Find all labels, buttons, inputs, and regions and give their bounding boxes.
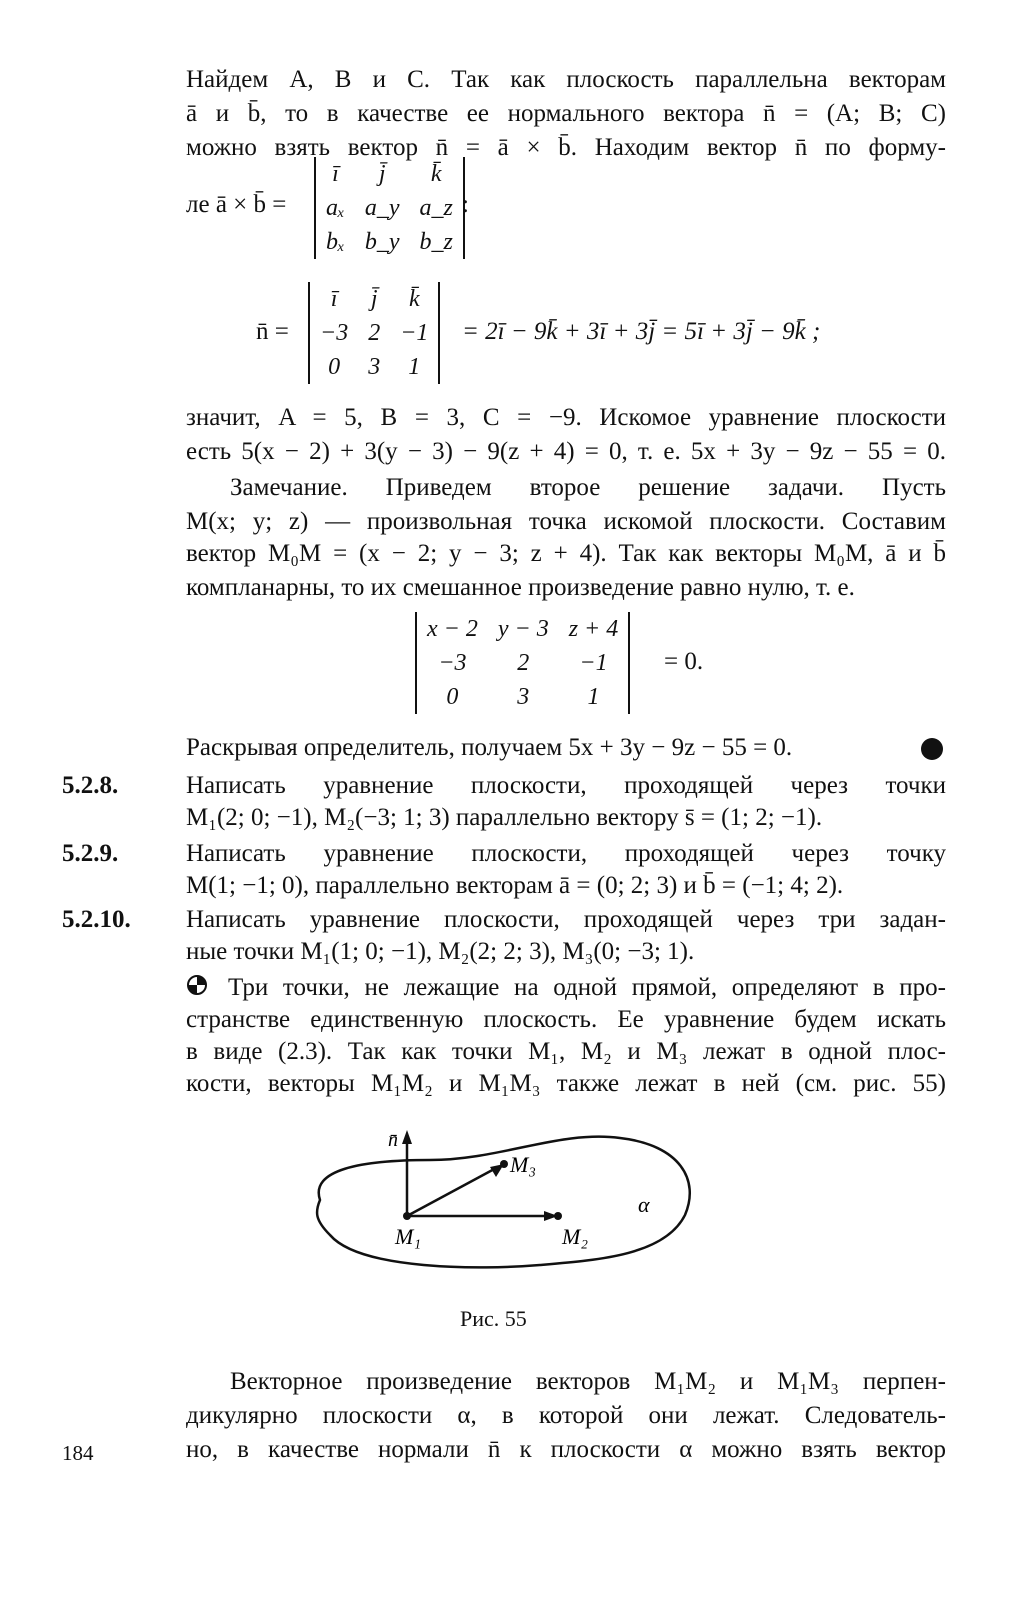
text-line: можно взять вектор n̄ = ā × b̄. Находим вектор n̄ по форму-	[186, 134, 946, 161]
normal-arrowhead	[402, 1130, 412, 1144]
problem-line: ные точки M₁(1; 0; −1), M₂(2; 2; 3), M₃(0; −3; 1).	[186, 938, 695, 965]
text-line: есть 5(x − 2) + 3(y − 3) − 9(z + 4) = 0, т. е. 5x + 3y − 9z − 55 = 0.	[186, 438, 946, 465]
det-cell: b_y	[364, 228, 400, 255]
text-line: M(x; y; z) — произвольная точка искомой плоскости. Составим	[186, 508, 946, 535]
det-cell: 1	[587, 683, 600, 710]
solution-start-icon	[186, 974, 208, 996]
label-m2: M₂	[562, 1224, 588, 1249]
det-cell: a_z	[419, 194, 453, 221]
problem-line: Написать уравнение плоскости, проходящей через три задан-	[186, 906, 946, 933]
end-of-solution-marker	[921, 738, 943, 760]
det-cell: y − 3	[497, 615, 549, 642]
det-cell: 2	[368, 319, 381, 346]
figure-caption: Рис. 55	[460, 1306, 527, 1331]
formula-suffix: :	[462, 191, 469, 218]
problem-line: Написать уравнение плоскости, проходящей через точки	[186, 772, 946, 799]
conclusion-line: Раскрывая определитель, получаем 5x + 3y − 9z − 55 = 0.	[186, 734, 793, 761]
det-cell: ī	[332, 160, 339, 187]
page-number: 184	[62, 1441, 94, 1465]
det-cell: x − 2	[427, 615, 478, 642]
problem-number: 5.2.9.	[62, 840, 119, 867]
text-line: значит, A = 5, B = 3, C = −9. Искомое уравнение плоскости	[186, 404, 946, 431]
problem-line: M₁(2; 0; −1), M₂(−3; 1; 3) параллельно вектору s̄ = (1; 2; −1).	[186, 804, 823, 831]
solution-line: кости, векторы M₁M₂ и M₁M₃ также лежат в ней (см. рис. 55)	[186, 1070, 946, 1097]
formula-suffix: = 2ī − 9k̄ + 3ī + 3j̄ = 5ī + 3j̄ − 9k̄ ;	[462, 318, 821, 345]
det-cell: k̄	[430, 160, 442, 187]
plane-figure	[300, 1120, 710, 1290]
solution-line: в виде (2.3). Так как точки M₁, M₂ и M₃ лежат в одной плос-	[186, 1038, 946, 1065]
det-cell: b_z	[419, 228, 453, 255]
problem-line: Написать уравнение плоскости, проходящей через точку	[186, 840, 946, 867]
problem-number: 5.2.10.	[62, 906, 131, 933]
det-cell: −1	[579, 649, 608, 676]
det-cell: 0	[446, 683, 459, 710]
det-cell: 0	[328, 353, 341, 380]
det-cell: 1	[408, 353, 421, 380]
plane-alpha-outline	[317, 1137, 690, 1268]
vector-m1m3	[407, 1167, 498, 1216]
point-m1	[403, 1212, 411, 1220]
determinant-general	[314, 157, 465, 259]
det-cell: −3	[438, 649, 467, 676]
determinant-coplanar	[415, 612, 630, 714]
det-cell: −1	[400, 319, 429, 346]
det-cell: k̄	[408, 285, 420, 312]
det-cell: a_y	[364, 194, 400, 221]
det-cell: z + 4	[568, 615, 619, 642]
problem-line: M(1; −1; 0), параллельно векторам ā = (0; 2; 3) и b̄ = (−1; 4; 2).	[186, 872, 844, 899]
det-cell: j̄	[370, 285, 378, 312]
formula-prefix: ле ā × b̄ =	[186, 191, 287, 218]
determinant-normal	[308, 282, 440, 384]
point-m3	[500, 1160, 508, 1168]
text-line: дикулярно плоскости α, в которой они лежат. Следователь-	[186, 1402, 946, 1429]
det-cell: ī	[330, 285, 338, 312]
det-cell: j̄	[378, 160, 386, 187]
det-cell: 3	[517, 683, 530, 710]
det-cell: aₓ	[326, 194, 345, 221]
text-line: ā и b̄, то в качестве ее нормального вектора n̄ = (A; B; C)	[186, 100, 946, 127]
text-line: вектор M₀M = (x − 2; y − 3; z + 4). Так как векторы M₀M, ā и b̄	[186, 540, 946, 567]
label-m1: M₁	[395, 1224, 421, 1249]
text-line: но, в качестве нормали n̄ к плоскости α можно взять вектор	[186, 1436, 946, 1463]
point-m2	[554, 1212, 562, 1220]
solution-line: Три точки, не лежащие на одной прямой, определяют в про-	[228, 974, 946, 1001]
det-cell: bₓ	[326, 228, 345, 255]
formula-prefix: n̄ =	[256, 318, 289, 345]
label-alpha: α	[638, 1192, 650, 1217]
label-m3: M₃	[510, 1152, 536, 1177]
det-cell: 2	[517, 649, 530, 676]
label-n: n̄	[388, 1129, 398, 1151]
problem-number: 5.2.8.	[62, 772, 119, 799]
solution-line: странстве единственную плоскость. Ее уравнение будем искать	[186, 1006, 946, 1033]
det-cell: 3	[368, 353, 381, 380]
text-line: Векторное произведение векторов M₁M₂ и M₁M₃ перпен-	[230, 1368, 946, 1395]
text-line: Найдем A, B и C. Так как плоскость параллельна векторам	[186, 66, 946, 93]
det-cell: −3	[320, 319, 349, 346]
text-line: компланарны, то их смешанное произведение равно нулю, т. е.	[186, 574, 855, 601]
formula-suffix: = 0.	[664, 648, 704, 675]
remark-line: Замечание. Приведем второе решение задачи. Пусть	[230, 474, 946, 501]
